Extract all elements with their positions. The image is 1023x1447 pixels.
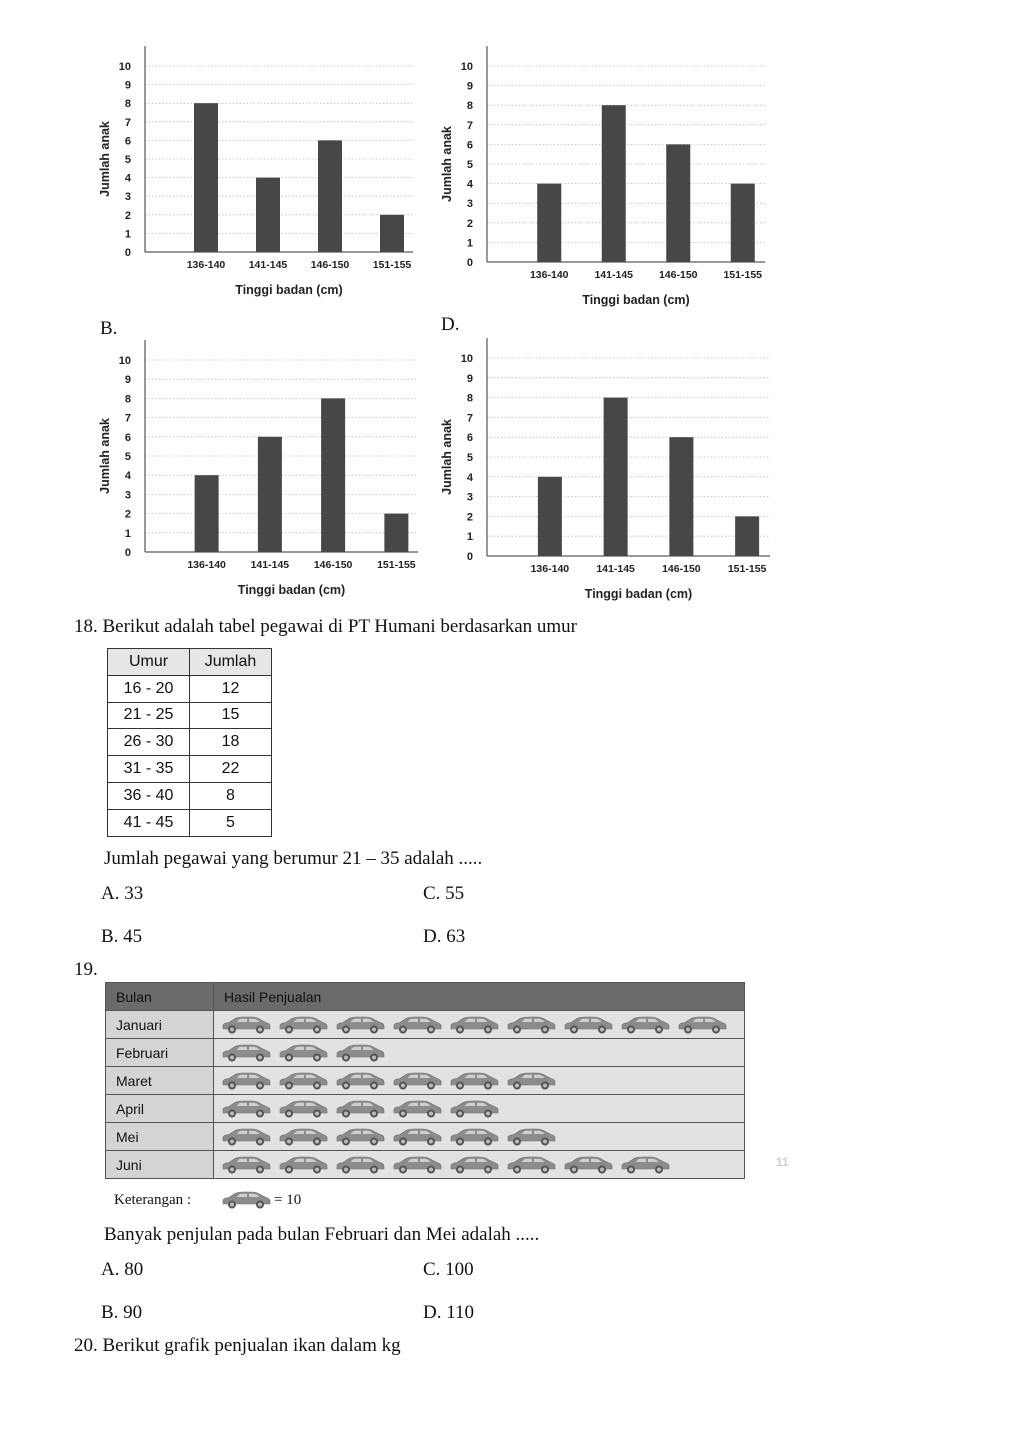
option-d-label: D.	[441, 314, 460, 335]
car-icon	[334, 1015, 386, 1035]
y-tick-label: 0	[466, 257, 473, 269]
x-axis-label: Tinggi badan (cm)	[582, 293, 690, 307]
bar	[380, 215, 404, 252]
x-tick-label: 141-145	[250, 559, 290, 571]
car-icon	[277, 1071, 329, 1091]
car-icon	[676, 1015, 728, 1035]
cell-umur: 41 - 45	[108, 809, 190, 836]
car-icon	[220, 1071, 272, 1091]
cell-umur: 16 - 20	[108, 675, 190, 702]
bar-chart-top-left	[95, 42, 425, 304]
bar	[731, 184, 755, 262]
table-row	[108, 702, 272, 729]
y-tick-label: 10	[118, 61, 131, 73]
cell-jumlah: 15	[190, 702, 272, 729]
table-row	[108, 756, 272, 783]
car-icon	[505, 1127, 557, 1147]
legend-label: Keterangan :	[114, 1192, 192, 1208]
sales-icons	[214, 1123, 744, 1150]
car-icon	[220, 1155, 272, 1175]
sales-icons	[214, 1067, 744, 1094]
q19-option-a[interactable]: A. 80	[101, 1259, 144, 1280]
table-row	[106, 1010, 744, 1038]
y-tick-label: 6	[124, 135, 131, 148]
bar-chart-d	[437, 334, 782, 608]
table-row	[106, 1066, 744, 1094]
table-header-row	[108, 649, 272, 676]
car-icon	[448, 1127, 500, 1147]
y-tick-label: 6	[466, 432, 473, 445]
y-tick-label: 4	[466, 178, 473, 191]
x-tick-label: 151-155	[372, 259, 412, 271]
car-icon	[391, 1155, 443, 1175]
bar	[256, 178, 280, 252]
car-icon	[619, 1015, 671, 1035]
page-number: 11	[776, 1155, 789, 1169]
bar	[318, 140, 342, 252]
car-icon	[505, 1015, 557, 1035]
y-axis-label: Jumlah anak	[440, 419, 454, 495]
x-tick-label: 151-155	[727, 563, 767, 575]
bar	[537, 184, 561, 262]
car-icon	[448, 1155, 500, 1175]
question-20: 20. Berikut grafik penjualan ikan dalam kg	[74, 1335, 401, 1356]
table-row	[106, 1122, 744, 1150]
y-tick-label: 2	[124, 508, 131, 521]
y-tick-label: 4	[466, 471, 473, 484]
cell-jumlah: 5	[190, 809, 272, 836]
question-19-number: 19.	[74, 959, 98, 980]
y-tick-label: 7	[124, 412, 131, 425]
x-axis-label: Tinggi badan (cm)	[584, 587, 693, 601]
header-bulan: Bulan	[106, 983, 214, 1010]
legend-value: = 10	[274, 1192, 302, 1208]
car-icon	[448, 1071, 500, 1091]
y-tick-label: 0	[124, 247, 131, 259]
cell-jumlah: 12	[190, 675, 272, 702]
y-tick-label: 7	[466, 119, 473, 132]
y-tick-label: 2	[466, 511, 473, 524]
y-tick-label: 6	[124, 431, 131, 444]
pictogram-header	[106, 983, 744, 1010]
car-icon	[619, 1155, 671, 1175]
sales-icons	[214, 1095, 744, 1122]
month-label: April	[106, 1095, 214, 1122]
y-tick-label: 1	[124, 527, 131, 540]
header-hasil-penjualan: Hasil Penjualan	[224, 988, 322, 1005]
table-row	[108, 809, 272, 836]
question-19-prompt: Banyak penjulan pada bulan Februari dan Mei adalah .....	[104, 1224, 540, 1245]
car-icon	[277, 1015, 329, 1035]
x-tick-label: 141-145	[248, 259, 288, 271]
legend-car-icon	[220, 1190, 272, 1215]
y-tick-label: 9	[466, 80, 473, 93]
car-icon	[220, 1127, 272, 1147]
car-icon	[277, 1099, 329, 1119]
y-tick-label: 6	[466, 139, 473, 152]
option-b-label: B.	[100, 318, 118, 339]
month-label: Februari	[106, 1039, 214, 1066]
car-icon	[448, 1015, 500, 1035]
bar	[195, 475, 219, 552]
y-tick-label: 0	[124, 547, 131, 559]
x-tick-label: 141-145	[596, 563, 635, 575]
car-icon	[562, 1155, 614, 1175]
bar	[384, 514, 408, 552]
x-axis-label: Tinggi badan (cm)	[237, 583, 346, 597]
x-tick-label: 136-140	[529, 269, 569, 281]
table-row	[108, 729, 272, 756]
x-tick-label: 136-140	[186, 259, 226, 271]
car-icon	[391, 1015, 443, 1035]
q19-option-c[interactable]: C. 100	[423, 1259, 474, 1280]
y-tick-label: 5	[124, 451, 131, 463]
x-tick-label: 146-150	[313, 559, 353, 571]
q18-option-c[interactable]: C. 55	[423, 883, 465, 904]
table-row	[106, 1094, 744, 1122]
y-tick-label: 8	[124, 393, 131, 406]
y-tick-label: 8	[466, 100, 473, 113]
cell-jumlah: 22	[190, 756, 272, 783]
q18-option-a[interactable]: A. 33	[101, 883, 144, 904]
sales-icons	[214, 1039, 744, 1066]
car-icon	[220, 1099, 272, 1119]
car-icon	[505, 1155, 557, 1175]
table-row	[108, 782, 272, 809]
y-tick-label: 3	[124, 191, 131, 204]
q19-option-b[interactable]: B. 90	[101, 1302, 143, 1323]
y-tick-label: 2	[466, 217, 473, 230]
bar	[194, 103, 218, 252]
cell-jumlah: 18	[190, 729, 272, 756]
bar	[604, 398, 628, 556]
bar	[321, 398, 345, 552]
y-tick-label: 7	[466, 412, 473, 425]
month-label: Januari	[106, 1011, 214, 1038]
bar	[735, 516, 759, 556]
car-icon	[391, 1071, 443, 1091]
table-row	[106, 1038, 744, 1066]
y-tick-label: 10	[460, 61, 473, 73]
y-tick-label: 3	[466, 198, 473, 211]
bar-chart-top-right	[437, 42, 777, 314]
cell-umur: 31 - 35	[108, 756, 190, 783]
y-tick-label: 8	[124, 98, 131, 111]
y-tick-label: 10	[460, 353, 473, 365]
bar	[538, 477, 562, 556]
pictogram-table	[105, 982, 745, 1179]
car-icon	[277, 1155, 329, 1175]
bar	[602, 105, 626, 262]
y-tick-label: 5	[466, 159, 473, 171]
cell-umur: 21 - 25	[108, 702, 190, 729]
car-icon	[334, 1099, 386, 1119]
month-label: Juni	[106, 1151, 214, 1178]
month-label: Maret	[106, 1067, 214, 1094]
table-row	[106, 1150, 744, 1178]
y-axis-label: Jumlah anak	[98, 418, 112, 494]
y-tick-label: 10	[118, 355, 131, 367]
bar	[258, 437, 282, 552]
y-tick-label: 4	[124, 470, 131, 483]
car-icon	[334, 1071, 386, 1091]
bar	[669, 437, 693, 556]
y-tick-label: 4	[124, 172, 131, 185]
question-18: 18. Berikut adalah tabel pegawai di PT Humani berdasarkan umur	[74, 616, 577, 637]
car-icon	[277, 1043, 329, 1063]
y-tick-label: 2	[124, 209, 131, 222]
car-icon	[448, 1099, 500, 1119]
car-icon	[391, 1127, 443, 1147]
y-axis-label: Jumlah anak	[98, 121, 112, 197]
car-icon	[334, 1127, 386, 1147]
cell-jumlah: 8	[190, 782, 272, 809]
x-tick-label: 151-155	[723, 269, 763, 281]
x-tick-label: 136-140	[530, 563, 570, 575]
car-icon	[562, 1015, 614, 1035]
y-tick-label: 0	[466, 551, 473, 563]
car-icon	[391, 1099, 443, 1119]
month-label: Mei	[106, 1123, 214, 1150]
x-tick-label: 146-150	[310, 259, 350, 271]
car-icon	[220, 1015, 272, 1035]
bar-chart-b	[95, 336, 430, 604]
y-tick-label: 1	[124, 228, 131, 241]
x-tick-label: 151-155	[377, 559, 416, 571]
car-icon	[277, 1127, 329, 1147]
car-icon	[505, 1071, 557, 1091]
table-row	[108, 675, 272, 702]
y-tick-label: 9	[466, 372, 473, 385]
x-tick-label: 141-145	[594, 269, 634, 281]
q18-option-b[interactable]: B. 45	[101, 926, 143, 947]
y-tick-label: 7	[124, 116, 131, 129]
q19-option-d[interactable]: D. 110	[423, 1302, 475, 1323]
y-tick-label: 9	[124, 374, 131, 387]
bar	[666, 144, 690, 262]
y-tick-label: 1	[466, 531, 473, 544]
y-tick-label: 5	[466, 452, 473, 464]
car-icon	[334, 1043, 386, 1063]
y-tick-label: 8	[466, 392, 473, 405]
sales-icons	[214, 1151, 744, 1178]
age-table	[107, 648, 272, 837]
x-axis-label: Tinggi badan (cm)	[235, 283, 343, 297]
y-tick-label: 9	[124, 79, 131, 92]
car-icon	[220, 1043, 272, 1063]
sales-icons	[214, 1011, 744, 1038]
q18-option-d[interactable]: D. 63	[423, 926, 466, 947]
y-axis-label: Jumlah anak	[440, 126, 454, 202]
y-tick-label: 3	[466, 491, 473, 504]
car-icon	[334, 1155, 386, 1175]
y-tick-label: 5	[124, 154, 131, 166]
header-jumlah: Jumlah	[190, 649, 272, 676]
question-18-prompt: Jumlah pegawai yang berumur 21 – 35 adalah .....	[104, 848, 483, 869]
y-tick-label: 1	[466, 237, 473, 250]
y-tick-label: 3	[124, 489, 131, 502]
cell-umur: 26 - 30	[108, 729, 190, 756]
header-umur: Umur	[108, 649, 190, 676]
x-tick-label: 146-150	[662, 563, 701, 575]
x-tick-label: 136-140	[187, 559, 226, 571]
x-tick-label: 146-150	[658, 269, 698, 281]
cell-umur: 36 - 40	[108, 782, 190, 809]
